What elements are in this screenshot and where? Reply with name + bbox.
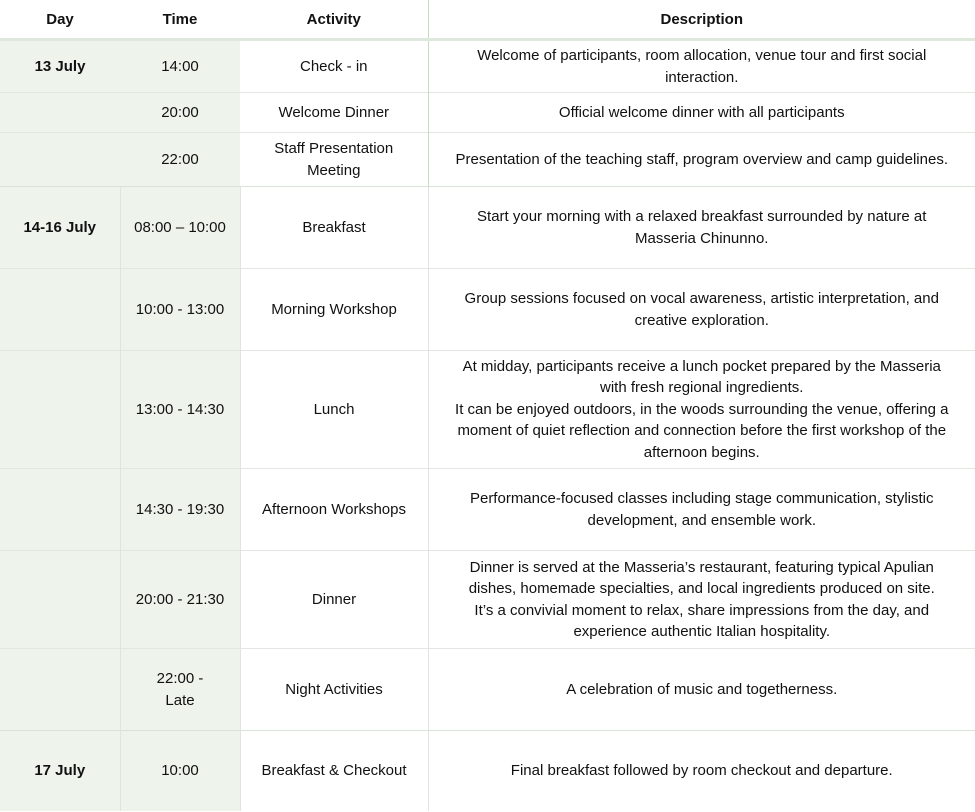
day-cell <box>0 269 120 351</box>
activity-cell: Dinner <box>240 551 428 649</box>
table-row <box>0 40 975 93</box>
time-cell: 10:00 - 13:00 <box>120 269 240 351</box>
table-row <box>0 269 975 351</box>
activity-cell: Night Activities <box>240 649 428 731</box>
day-cell <box>0 93 120 133</box>
header-description: Description <box>428 0 975 40</box>
day-cell <box>0 469 120 551</box>
table-row <box>0 187 975 269</box>
description-cell: Official welcome dinner with all participants <box>428 93 975 133</box>
activity-cell: Welcome Dinner <box>240 93 428 133</box>
time-cell: 08:00 – 10:00 <box>120 187 240 269</box>
day-cell <box>0 351 120 469</box>
table-row <box>0 469 975 551</box>
header-time: Time <box>120 0 240 40</box>
activity-cell: Staff Presentation Meeting <box>240 133 428 187</box>
description-cell: Group sessions focused on vocal awareness, artistic interpretation, and creative exploration. <box>428 269 975 351</box>
day-cell <box>0 649 120 731</box>
table-row <box>0 731 975 811</box>
time-cell: 14:00 <box>120 40 240 93</box>
time-cell: 22:00 <box>120 133 240 187</box>
description-cell: Final breakfast followed by room checkout and departure. <box>428 731 975 811</box>
time-cell: 20:00 - 21:30 <box>120 551 240 649</box>
table-row <box>0 133 975 187</box>
table-row <box>0 93 975 133</box>
description-cell: Start your morning with a relaxed breakfast surrounded by nature at Masseria Chinunno. <box>428 187 975 269</box>
day-cell: 13 July <box>0 40 120 93</box>
table-row <box>0 351 975 469</box>
description-cell: At midday, participants receive a lunch pocket prepared by the Masseria with fresh regional ingredients. It can be enjoyed outdoors, in the woods surrounding the venue, offering a moment of quiet reflection and connection before the first workshop of the afternoon begins. <box>428 351 975 469</box>
time-cell: 22:00 - Late <box>120 649 240 731</box>
activity-cell: Afternoon Workshops <box>240 469 428 551</box>
day-cell <box>0 551 120 649</box>
day-cell <box>0 133 120 187</box>
day-cell: 14-16 July <box>0 187 120 269</box>
header-row <box>0 0 975 40</box>
header-day: Day <box>0 0 120 40</box>
time-cell: 14:30 - 19:30 <box>120 469 240 551</box>
description-cell: Welcome of participants, room allocation, venue tour and first social interaction. <box>428 40 975 93</box>
header-activity: Activity <box>240 0 428 40</box>
time-cell: 10:00 <box>120 731 240 811</box>
description-cell: Performance-focused classes including stage communication, stylistic development, and ensemble work. <box>428 469 975 551</box>
time-cell: 13:00 - 14:30 <box>120 351 240 469</box>
activity-cell: Lunch <box>240 351 428 469</box>
activity-cell: Morning Workshop <box>240 269 428 351</box>
description-cell: Dinner is served at the Masseria’s restaurant, featuring typical Apulian dishes, homemade specialties, and local ingredients produced on site. It’s a convivial moment to relax, share impressions from the day, and experience authentic Italian hospitality. <box>428 551 975 649</box>
activity-cell: Breakfast & Checkout <box>240 731 428 811</box>
day-cell: 17 July <box>0 731 120 811</box>
table-row <box>0 551 975 649</box>
table-row <box>0 649 975 731</box>
activity-cell: Check - in <box>240 40 428 93</box>
time-cell: 20:00 <box>120 93 240 133</box>
activity-cell: Breakfast <box>240 187 428 269</box>
description-cell: Presentation of the teaching staff, program overview and camp guidelines. <box>428 133 975 187</box>
description-cell: A celebration of music and togetherness. <box>428 649 975 731</box>
